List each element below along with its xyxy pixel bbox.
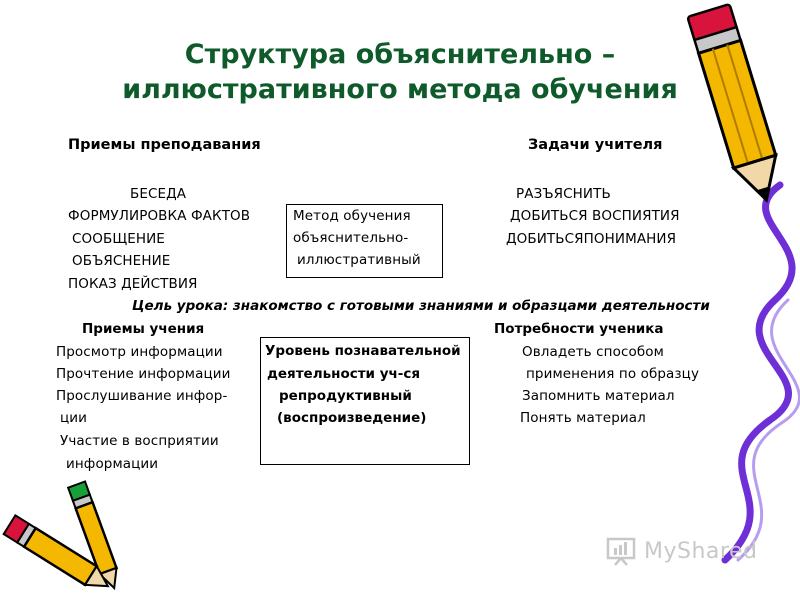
student-need-item: Понять материал: [520, 410, 646, 426]
method-box-line: Метод обучения: [293, 208, 411, 224]
student-need-item: применения по образцу: [526, 366, 700, 382]
learning-item: ции: [60, 410, 88, 426]
learning-item: Участие в восприятии: [60, 433, 219, 449]
teaching-item: СООБЩЕНИЕ: [72, 231, 165, 247]
teacher-task-item: РАЗЪЯСНИТЬ: [516, 186, 611, 202]
learning-item: Прослушивание инфор-: [56, 388, 228, 404]
teaching-item: ОБЪЯСНЕНИЕ: [72, 253, 171, 269]
lesson-goal: Цель урока: знакомство с готовыми знаниями и образцами деятельности: [132, 298, 710, 314]
learning-item: Прочтение информации: [56, 366, 231, 382]
cognitive-level-box: [260, 337, 470, 465]
student-needs-header: Потребности ученика: [494, 321, 664, 337]
myshared-watermark: [606, 536, 757, 566]
level-box-line: Уровень познавательной: [265, 343, 461, 359]
page-title-line-2: иллюстративного метода обучения: [122, 74, 678, 105]
teaching-item: ФОРМУЛИРОВКА ФАКТОВ: [68, 208, 251, 224]
teacher-task-item: ДОБИТЬСЯПОНИМАНИЯ: [506, 231, 677, 247]
myshared-text: MyShared: [644, 538, 758, 564]
page-title-line-1: Структура объяснительно –: [184, 39, 616, 70]
level-box-line: репродуктивный: [279, 388, 412, 404]
teaching-item: ПОКАЗ ДЕЙСТВИЯ: [68, 276, 198, 292]
myshared-logo-icon: [606, 536, 638, 566]
teacher-task-item: ДОБИТЬСЯ ВОСПИЯТИЯ: [510, 208, 680, 224]
learning-item: информации: [66, 456, 159, 472]
teaching-item: БЕСЕДА: [130, 186, 187, 202]
student-need-item: Запомнить материал: [522, 388, 675, 404]
level-box-line: (воспроизведение): [277, 410, 427, 426]
student-need-item: Овладеть способом: [522, 344, 664, 360]
method-box-line: иллюстративный: [297, 252, 421, 268]
level-box-line: деятельности уч-ся: [267, 366, 421, 382]
method-box-line: объяснительно-: [293, 230, 409, 246]
learning-item: Просмотр информации: [56, 344, 223, 360]
method-box: [286, 204, 443, 278]
learning-header: Приемы учения: [82, 321, 205, 337]
teacher-tasks-header: Задачи учителя: [528, 137, 663, 153]
teaching-header: Приемы преподавания: [68, 137, 261, 153]
